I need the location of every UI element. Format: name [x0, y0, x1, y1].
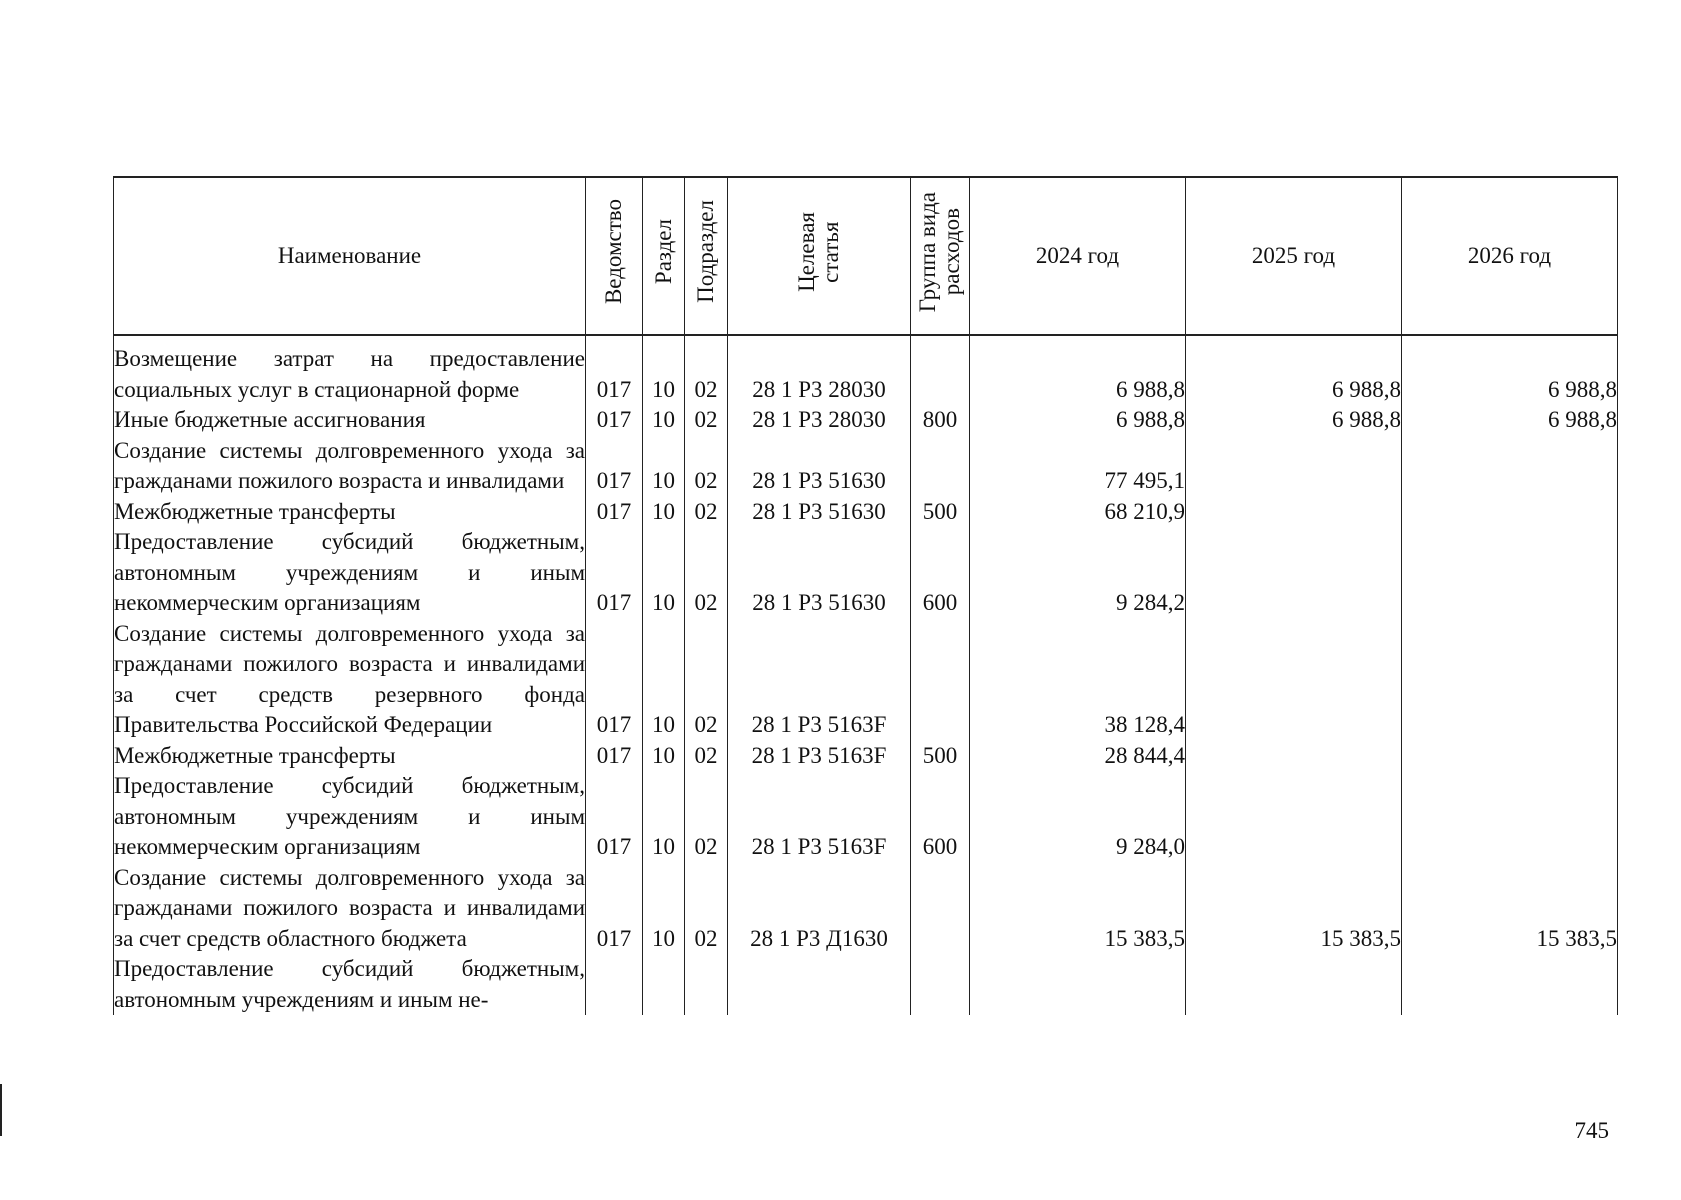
table-row [114, 741, 1618, 772]
cell-target: 28 1 Р3 28030 [728, 344, 911, 405]
table-row [114, 497, 1618, 528]
spacer-cell [728, 335, 911, 344]
cell-subsection: 02 [685, 344, 728, 405]
cell-2026 [1402, 619, 1618, 741]
cell-group: 600 [911, 527, 970, 619]
cell-2024 [970, 954, 1186, 1015]
table-row [114, 954, 1618, 1015]
cell-2024: 38 128,4 [970, 619, 1186, 741]
header-dept: Ведомство [586, 177, 643, 335]
scan-edge-mark [0, 1084, 2, 1136]
spacer-cell [586, 335, 643, 344]
cell-name: Иные бюджетные ассигнования [114, 405, 586, 436]
table-row [114, 405, 1618, 436]
cell-dept: 017 [586, 497, 643, 528]
cell-section: 10 [643, 863, 685, 955]
table-row [114, 619, 1618, 741]
cell-dept: 017 [586, 863, 643, 955]
cell-section: 10 [643, 344, 685, 405]
cell-subsection: 02 [685, 436, 728, 497]
cell-group [911, 436, 970, 497]
cell-subsection: 02 [685, 741, 728, 772]
cell-2026 [1402, 954, 1618, 1015]
cell-subsection: 02 [685, 527, 728, 619]
cell-2025: 6 988,8 [1186, 344, 1402, 405]
cell-2025 [1186, 741, 1402, 772]
spacer-cell [685, 335, 728, 344]
cell-section: 10 [643, 527, 685, 619]
cell-dept: 017 [586, 619, 643, 741]
cell-2026: 6 988,8 [1402, 405, 1618, 436]
table-row [114, 436, 1618, 497]
cell-subsection: 02 [685, 497, 728, 528]
cell-target: 28 1 Р3 Д1630 [728, 863, 911, 955]
header-group: Группа вида расходов [911, 177, 970, 335]
cell-target: 28 1 Р3 5163F [728, 619, 911, 741]
spacer-cell [1402, 335, 1618, 344]
header-section: Раздел [643, 177, 685, 335]
cell-2024: 77 495,1 [970, 436, 1186, 497]
budget-table [113, 176, 1618, 1015]
cell-section: 10 [643, 771, 685, 863]
cell-name: Межбюджетные трансферты [114, 497, 586, 528]
cell-section: 10 [643, 405, 685, 436]
cell-section: 10 [643, 497, 685, 528]
cell-2025: 6 988,8 [1186, 405, 1402, 436]
cell-name: Возмещение затрат на предоставление социальных услуг в стационарной форме [114, 344, 586, 405]
cell-2024: 6 988,8 [970, 405, 1186, 436]
header-2026: 2026 год [1402, 177, 1618, 335]
cell-group [911, 619, 970, 741]
cell-2026 [1402, 436, 1618, 497]
table-row [114, 771, 1618, 863]
cell-2026 [1402, 741, 1618, 772]
cell-2026 [1402, 771, 1618, 863]
cell-2025 [1186, 954, 1402, 1015]
cell-2025 [1186, 497, 1402, 528]
spacer-row [114, 335, 1618, 344]
cell-2025: 15 383,5 [1186, 863, 1402, 955]
header-name: Наименование [114, 177, 586, 335]
cell-subsection [685, 954, 728, 1015]
cell-section [643, 954, 685, 1015]
cell-name: Предоставление субсидий бюджетным, автономным учреждениям и иным не- [114, 954, 586, 1015]
cell-target: 28 1 Р3 51630 [728, 497, 911, 528]
cell-group [911, 863, 970, 955]
header-subsection: Подраздел [685, 177, 728, 335]
cell-2025 [1186, 436, 1402, 497]
cell-group: 500 [911, 497, 970, 528]
cell-2026: 6 988,8 [1402, 344, 1618, 405]
spacer-cell [911, 335, 970, 344]
cell-target: 28 1 Р3 28030 [728, 405, 911, 436]
cell-target: 28 1 Р3 5163F [728, 741, 911, 772]
cell-group [911, 954, 970, 1015]
cell-subsection: 02 [685, 863, 728, 955]
table-row [114, 344, 1618, 405]
cell-2025 [1186, 527, 1402, 619]
cell-group: 600 [911, 771, 970, 863]
cell-dept: 017 [586, 527, 643, 619]
cell-subsection: 02 [685, 405, 728, 436]
spacer-cell [643, 335, 685, 344]
cell-group: 500 [911, 741, 970, 772]
cell-2024: 28 844,4 [970, 741, 1186, 772]
cell-dept: 017 [586, 405, 643, 436]
cell-2024: 9 284,2 [970, 527, 1186, 619]
cell-dept: 017 [586, 741, 643, 772]
header-row [114, 177, 1618, 335]
cell-2024: 6 988,8 [970, 344, 1186, 405]
cell-2026 [1402, 497, 1618, 528]
header-2025: 2025 год [1186, 177, 1402, 335]
header-target: Целевая статья [728, 177, 911, 335]
cell-name: Создание системы долговременного ухода за гражданами пожилого возраста и инвалидами за счет средств резервного фонда Правительства Российской Федерации [114, 619, 586, 741]
cell-name: Предоставление субсидий бюджетным, автономным учреждениям и иным некоммерческим организациям [114, 527, 586, 619]
cell-name: Межбюджетные трансферты [114, 741, 586, 772]
cell-target [728, 954, 911, 1015]
cell-target: 28 1 Р3 5163F [728, 771, 911, 863]
cell-section: 10 [643, 436, 685, 497]
cell-2025 [1186, 619, 1402, 741]
cell-target: 28 1 Р3 51630 [728, 527, 911, 619]
page-number: 745 [1574, 1118, 1609, 1143]
cell-2026: 15 383,5 [1402, 863, 1618, 955]
table-row [114, 863, 1618, 955]
cell-2025 [1186, 771, 1402, 863]
cell-section: 10 [643, 619, 685, 741]
cell-group: 800 [911, 405, 970, 436]
cell-dept [586, 954, 643, 1015]
header-2024: 2024 год [970, 177, 1186, 335]
table-body [114, 335, 1618, 1015]
cell-name: Создание системы долговременного ухода за гражданами пожилого возраста и инвалидами [114, 436, 586, 497]
spacer-cell [1186, 335, 1402, 344]
cell-2024: 68 210,9 [970, 497, 1186, 528]
cell-target: 28 1 Р3 51630 [728, 436, 911, 497]
cell-subsection: 02 [685, 771, 728, 863]
cell-name: Создание системы долговременного ухода за гражданами пожилого возраста и инвалидами за счет средств областного бюджета [114, 863, 586, 955]
cell-dept: 017 [586, 344, 643, 405]
cell-dept: 017 [586, 771, 643, 863]
cell-2024: 15 383,5 [970, 863, 1186, 955]
cell-2026 [1402, 527, 1618, 619]
cell-name: Предоставление субсидий бюджетным, автономным учреждениям и иным некоммерческим организациям [114, 771, 586, 863]
spacer-cell [114, 335, 586, 344]
cell-subsection: 02 [685, 619, 728, 741]
table-row [114, 527, 1618, 619]
cell-group [911, 344, 970, 405]
cell-2024: 9 284,0 [970, 771, 1186, 863]
cell-dept: 017 [586, 436, 643, 497]
cell-section: 10 [643, 741, 685, 772]
spacer-cell [970, 335, 1186, 344]
